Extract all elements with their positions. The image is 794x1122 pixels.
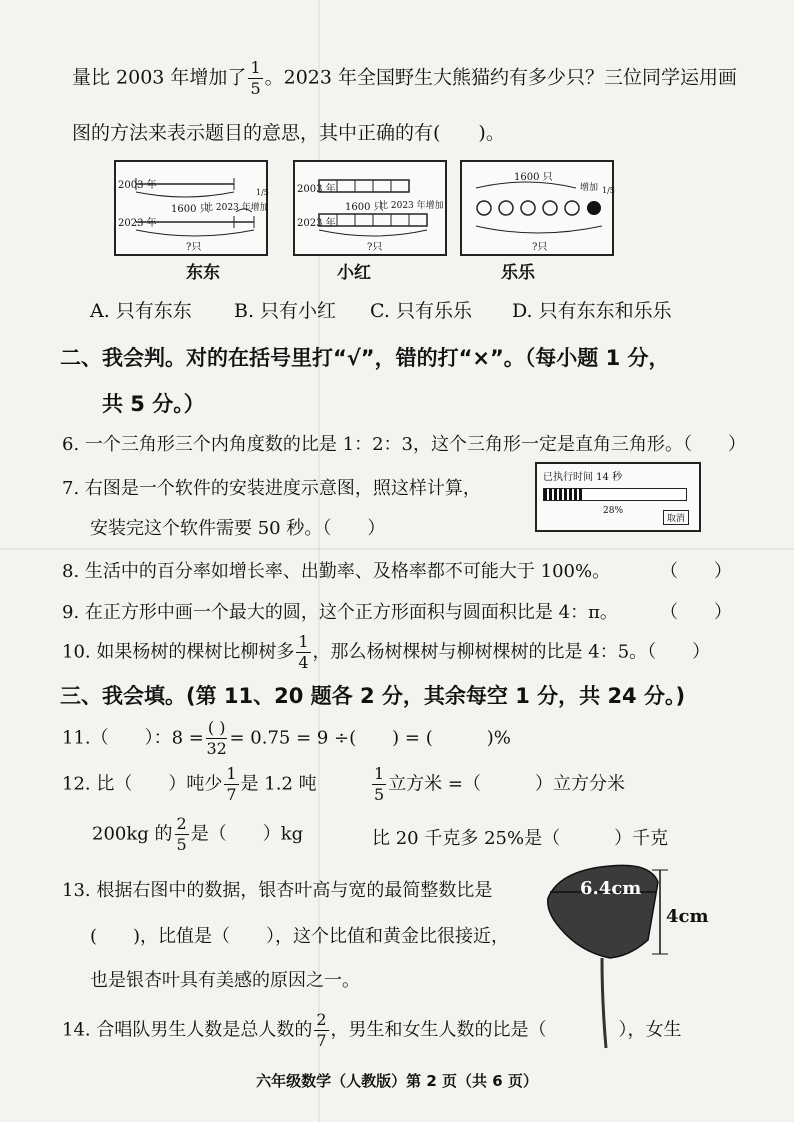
q5-text-a: 量比 2003 年增加了 — [72, 66, 247, 89]
label-unknown: ?只 — [186, 242, 202, 253]
fraction-denominator: 5 — [374, 785, 385, 804]
q12-text-e: 是（ ）kg — [190, 823, 304, 845]
question-13-line2: ( )，比值是（ ），这个比值和黄金比很接近， — [90, 926, 510, 947]
question-9: 9. 在正方形中画一个最大的圆，这个正方形面积与圆面积比是 4：π。 — [62, 602, 618, 623]
question-6: 6. 一个三角形三个内角度数的比是 1：2：3，这个三角形一定是直角三角形。（ ） — [62, 434, 746, 455]
fraction — [248, 60, 262, 97]
fraction-numerator: 1 — [226, 764, 237, 783]
fraction — [296, 634, 310, 671]
question-8-paren: （ ） — [660, 561, 732, 582]
question-10 — [62, 634, 710, 671]
fraction-numerator: 2 — [176, 814, 187, 833]
fraction-denominator: 7 — [316, 1031, 327, 1050]
question-12-part4: 比 20 千克多 25%是（ ）千克 — [372, 828, 669, 849]
question-7-line1: 7. 右图是一个软件的安装进度示意图，照这样计算， — [62, 478, 481, 499]
label-1600: 1600 只 — [514, 172, 553, 183]
section2-heading-line1: 二、我会判。对的在括号里打“√”，错的打“×”。（每小题 1 分， — [60, 346, 670, 370]
question-13-line1: 13. 根据右图中的数据，银杏叶高与宽的最简整数比是 — [62, 880, 493, 901]
label-unknown: ?只 — [367, 242, 383, 253]
diagram-lele — [460, 160, 614, 256]
diagram-dongdong — [114, 160, 268, 256]
fraction — [314, 1012, 328, 1049]
option-c: C. 只有乐乐 — [370, 300, 472, 322]
option-d: D. 只有东东和乐乐 — [512, 300, 672, 322]
page-footer: 六年级数学（人教版）第 2 页（共 6 页） — [256, 1072, 538, 1090]
q12-text-c: 立方米 =（ ）立方分米 — [388, 773, 625, 795]
install-progress-dialog — [535, 462, 701, 532]
question-11 — [62, 720, 511, 757]
fraction-denominator: 32 — [206, 739, 227, 758]
fraction-numerator: 1 — [374, 764, 385, 783]
question-13-line3: 也是银杏叶具有美感的原因之一。 — [90, 970, 360, 991]
fraction-denominator: 5 — [250, 79, 261, 98]
caption-lele: 乐乐 — [501, 263, 535, 283]
q5-line1 — [72, 60, 737, 97]
section2-heading-line2: 共 5 分。） — [102, 392, 205, 416]
option-a: A. 只有东东 — [90, 300, 192, 322]
fraction-numerator: ( ) — [207, 718, 226, 737]
fraction-denominator: 7 — [226, 785, 237, 804]
label-fraction: 1/5 — [602, 186, 615, 195]
caption-dongdong: 东东 — [186, 263, 220, 283]
progress-bar-fill — [544, 489, 584, 500]
section3-heading: 三、我会填。(第 11、20 题各 2 分，其余每空 1 分，共 24 分。) — [60, 684, 686, 708]
q10-text-a: 10. 如果杨树的棵树比柳树多 — [62, 641, 295, 663]
label-2023: 2023 年 — [297, 218, 336, 229]
question-12-part2 — [370, 766, 625, 803]
diagram-xiaohong — [293, 160, 447, 256]
question-7-line2: 安装完这个软件需要 50 秒。（ ） — [90, 518, 386, 539]
q10-text-b: ，那么杨树棵树与柳树棵树的比是 4：5。（ ） — [312, 641, 711, 663]
fraction — [372, 766, 386, 803]
caption-xiaohong: 小红 — [337, 263, 371, 283]
fraction — [206, 720, 228, 757]
label-1600: 1600 只 — [345, 202, 384, 213]
label-1600: 1600 只 — [171, 204, 210, 215]
question-12-part3 — [92, 816, 303, 853]
q12-text-a: 12. 比（ ）吨少 — [62, 773, 223, 795]
progress-bar-track — [543, 488, 687, 501]
fraction — [175, 816, 189, 853]
q5-text-b: 。2023 年全国野生大熊猫约有多少只？三位同学运用画 — [264, 66, 738, 89]
label-compare: 比 2023 年增加 — [204, 203, 269, 213]
question-12-part1 — [62, 766, 317, 803]
fraction-denominator: 5 — [176, 835, 187, 854]
label-increase: 增加 — [580, 183, 599, 193]
fraction-numerator: 1 — [298, 632, 309, 651]
question-14 — [62, 1012, 682, 1049]
label-compare: 比 2023 年增加 — [379, 201, 444, 211]
q11-text-b: = 0.75 = 9 ÷( ) = ( )% — [229, 727, 511, 749]
q12-text-d: 200kg 的 — [92, 823, 173, 845]
question-9-paren: （ ） — [660, 602, 732, 623]
label-unknown: ?只 — [532, 242, 548, 253]
fraction-numerator: 2 — [316, 1010, 327, 1029]
q5-line2: 图的方法来表示题目的意思，其中正确的有( )。 — [72, 122, 505, 144]
fold-crease — [0, 548, 794, 550]
leaf-width-label: 6.4cm — [580, 878, 642, 899]
leaf-height-label: 4cm — [666, 906, 709, 927]
cancel-button[interactable]: 取消 — [663, 510, 689, 525]
label-fraction: 1/5 — [256, 188, 269, 197]
q12-text-b: 是 1.2 吨 — [240, 773, 317, 795]
label-2003: 2003 年 — [297, 184, 336, 195]
q11-text-a: 11.（ ）：8 = — [62, 727, 204, 749]
q14-text-a: 14. 合唱队男生人数是总人数的 — [62, 1019, 313, 1041]
fraction — [224, 766, 238, 803]
elapsed-time-label: 已执行时间 14 秒 — [543, 472, 623, 483]
question-8: 8. 生活中的百分率如增长率、出勤率、及格率都不可能大于 100%。 — [62, 561, 611, 582]
q14-text-b: ，男生和女生人数的比是（ ），女生 — [330, 1019, 682, 1041]
fraction-numerator: 1 — [250, 58, 261, 77]
label-2003: 2003 年 — [118, 180, 157, 191]
progress-percent-label: 28% — [603, 506, 624, 516]
fraction-denominator: 4 — [298, 653, 309, 672]
option-b: B. 只有小红 — [234, 300, 337, 322]
label-2023: 2023 年 — [118, 218, 157, 229]
